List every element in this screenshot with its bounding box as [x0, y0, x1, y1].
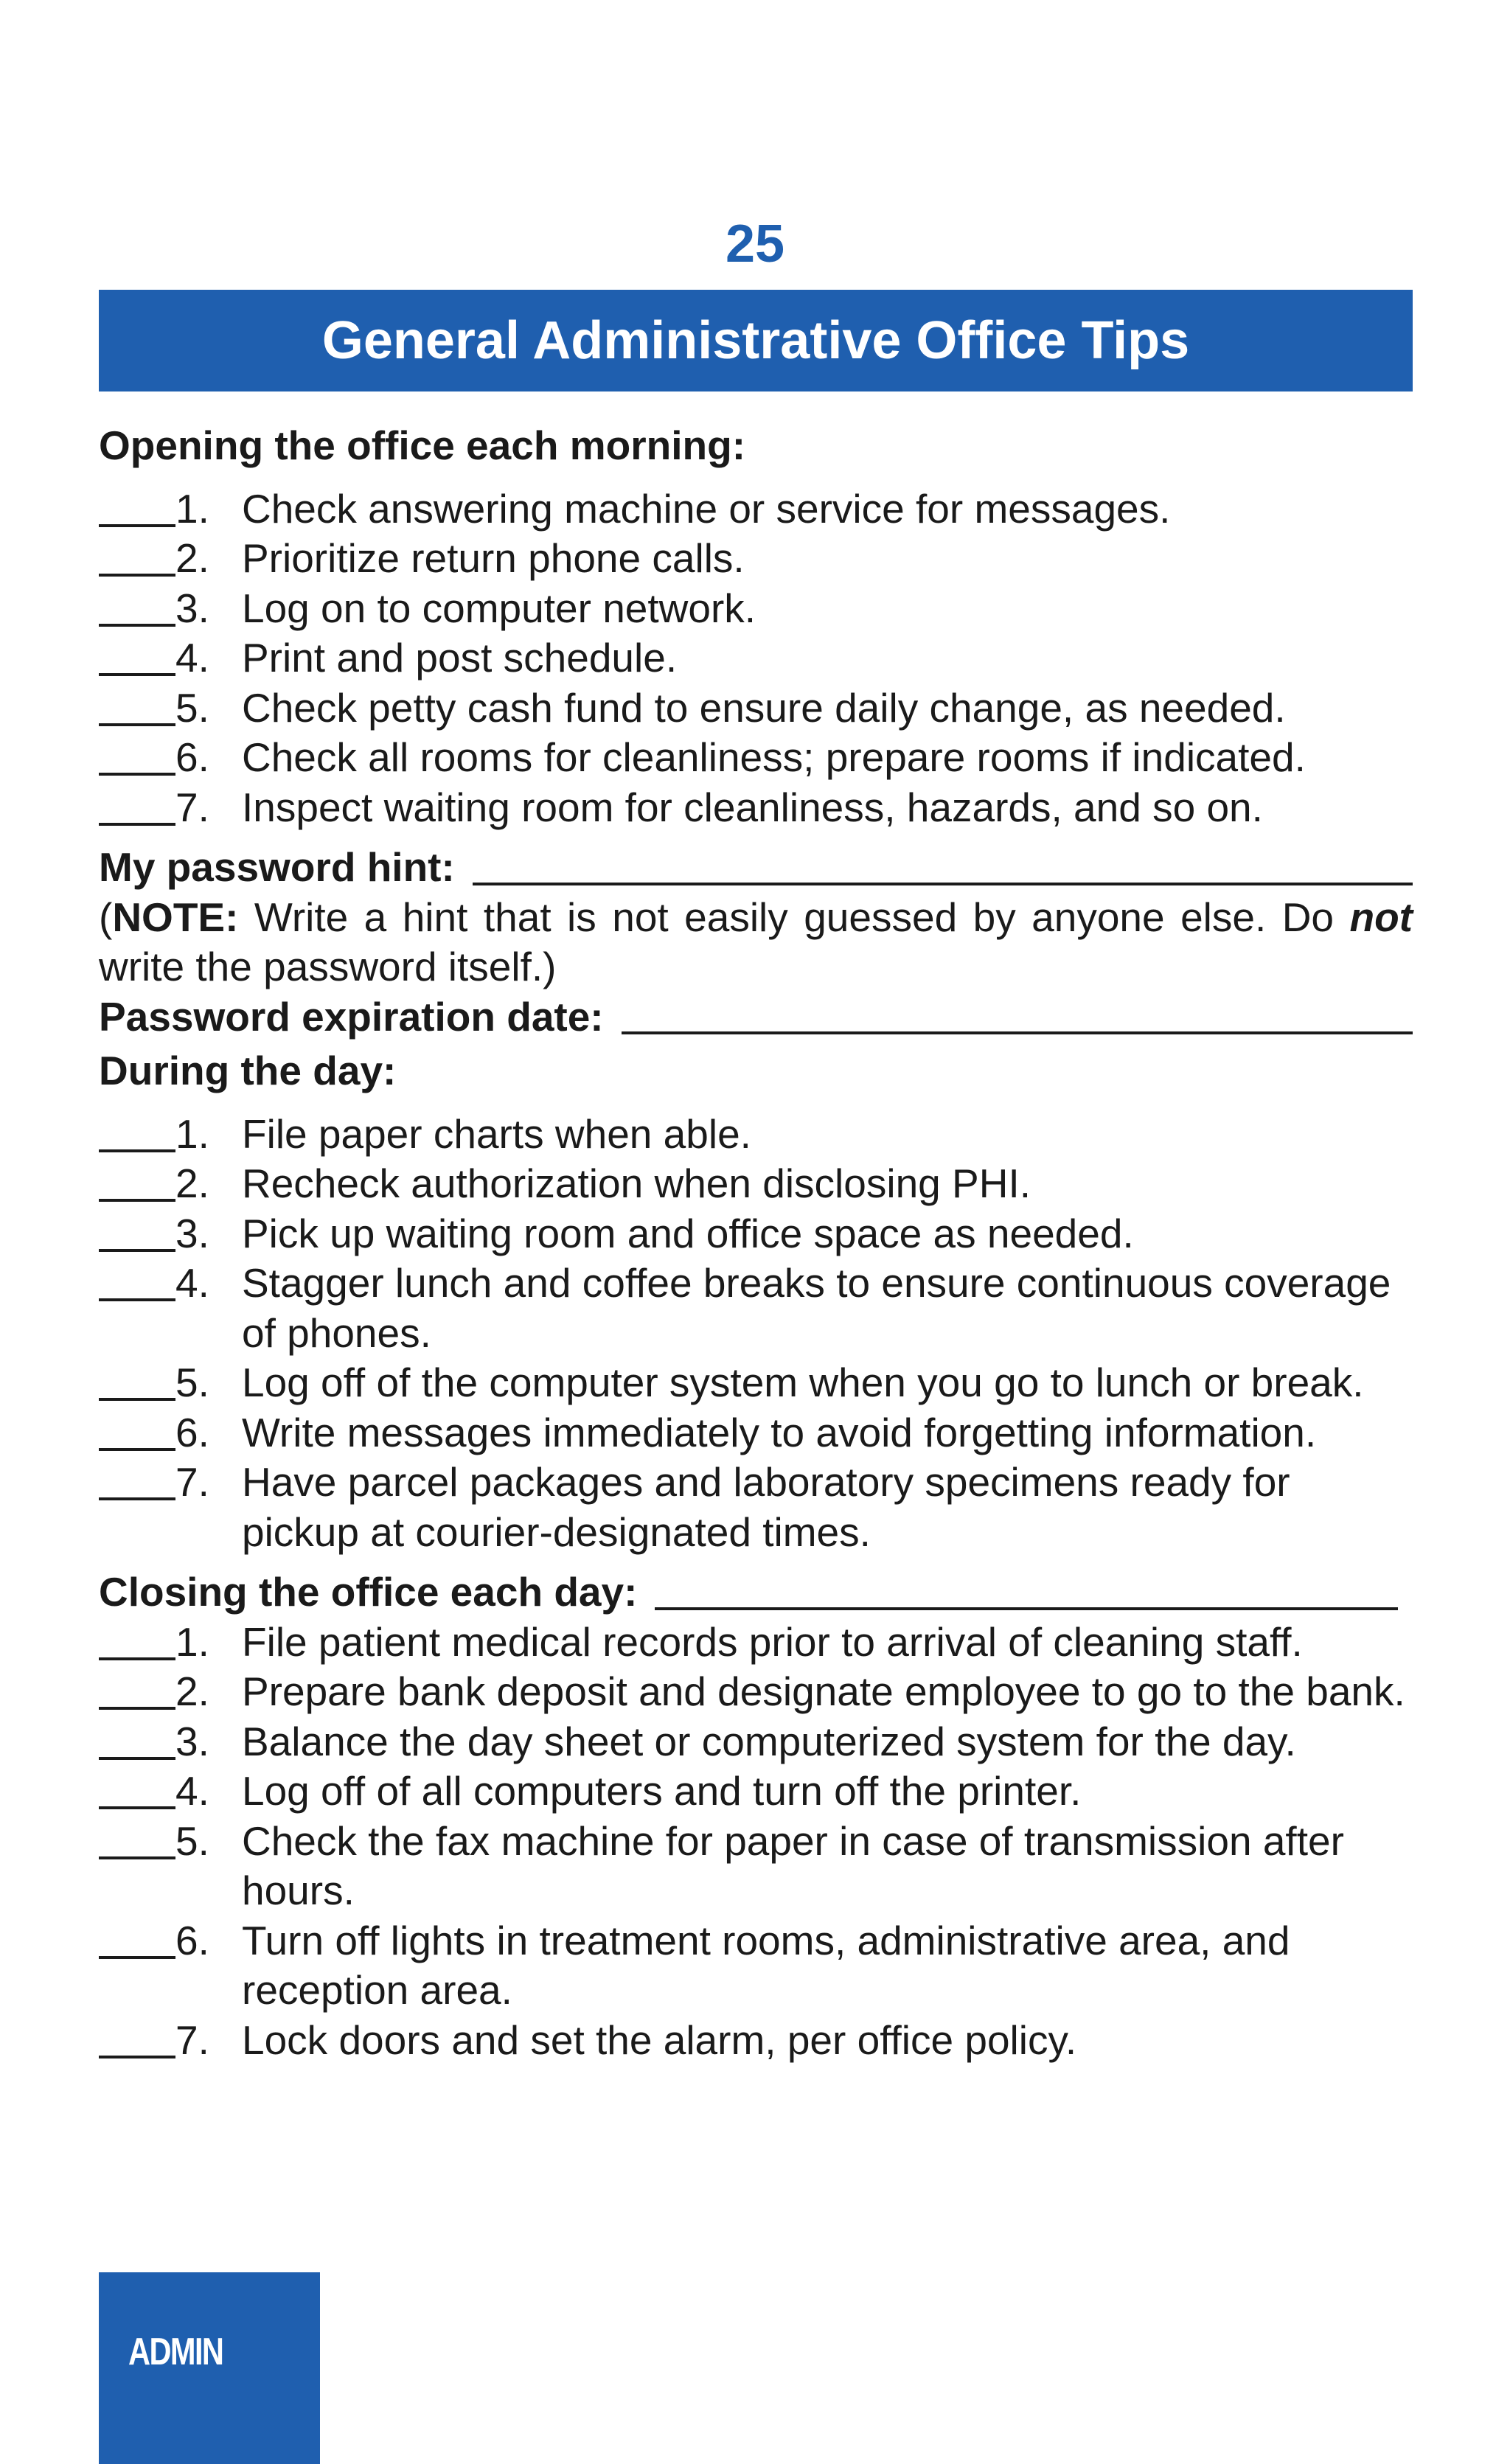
- item-text: Prioritize return phone calls.: [242, 535, 745, 581]
- checklist-item: [99, 584, 1413, 634]
- item-number: 5.: [175, 1360, 209, 1405]
- checklist-item: [99, 2016, 1413, 2066]
- item-text: Recheck authorization when disclosing PHI.: [242, 1160, 1031, 1206]
- checklist-item: [99, 1458, 1413, 1557]
- item-number: 7.: [175, 1459, 209, 1505]
- password-expiration-field[interactable]: [622, 996, 1413, 1034]
- item-number: 2.: [175, 535, 209, 581]
- item-text: Log on to computer network.: [242, 585, 756, 631]
- password-hint-label: My password hint:: [99, 844, 455, 890]
- opening-heading: Opening the office each morning:: [99, 422, 746, 468]
- closing-heading-row: [99, 1567, 1413, 1618]
- checkbox-blank[interactable]: [99, 538, 175, 577]
- item-number: 3.: [175, 1210, 209, 1256]
- section-tab-label: ADMIN: [128, 2331, 223, 2373]
- item-text: File patient medical records prior to arrival of cleaning staff.: [242, 1618, 1303, 1665]
- checklist-item: [99, 1618, 1413, 1668]
- password-expiration-label: Password expiration date:: [99, 993, 604, 1040]
- checkbox-blank[interactable]: [99, 688, 175, 726]
- item-number: 4.: [175, 1260, 209, 1306]
- checklist-item: [99, 1916, 1413, 2016]
- checkbox-blank[interactable]: [99, 1622, 175, 1660]
- note-text: Write a hint that is not easily guessed by anyone else. Do: [238, 894, 1350, 940]
- password-note: [99, 893, 1413, 992]
- item-text: Prepare bank deposit and designate employee to go to the bank.: [242, 1668, 1405, 1714]
- item-number: 2.: [175, 1668, 209, 1714]
- checklist-item: [99, 1767, 1413, 1817]
- section-tab: [99, 2272, 320, 2464]
- item-text: Turn off lights in treatment rooms, administrative area, and reception area.: [242, 1917, 1290, 2013]
- password-hint-row: [99, 843, 1413, 893]
- during-heading-text: During the day: [99, 1048, 383, 1093]
- checklist-item: [99, 633, 1413, 683]
- password-hint-field[interactable]: [473, 847, 1413, 885]
- item-number: 2.: [175, 1160, 209, 1206]
- checkbox-blank[interactable]: [99, 1413, 175, 1451]
- checklist-item: [99, 1159, 1413, 1209]
- item-number: 3.: [175, 585, 209, 631]
- checklist-item: [99, 683, 1413, 734]
- checklist-item: [99, 1259, 1413, 1358]
- note-emphasis: not: [1349, 894, 1413, 940]
- item-text: Inspect waiting room for cleanliness, hazards, and so on.: [242, 784, 1263, 830]
- during-checklist: [99, 1110, 1413, 1558]
- item-number: 5.: [175, 684, 209, 731]
- checklist-item: [99, 1817, 1413, 1916]
- page-number: 25: [725, 215, 785, 274]
- checkbox-blank[interactable]: [99, 2020, 175, 2058]
- closing-heading: Closing the office each day:: [99, 1569, 638, 1615]
- checklist-item: [99, 1358, 1413, 1408]
- checkbox-blank[interactable]: [99, 1214, 175, 1252]
- item-number: 1.: [175, 1110, 209, 1157]
- item-text: Have parcel packages and laboratory specimens ready for pickup at courier-designated times.: [242, 1459, 1290, 1555]
- checkbox-blank[interactable]: [99, 1921, 175, 1959]
- checkbox-blank[interactable]: [99, 1771, 175, 1809]
- checkbox-blank[interactable]: [99, 1722, 175, 1760]
- checkbox-blank[interactable]: [99, 737, 175, 776]
- item-text: Check answering machine or service for messages.: [242, 485, 1171, 532]
- item-text: Stagger lunch and coffee breaks to ensure continuous coverage of phones.: [242, 1260, 1391, 1356]
- password-expiration-row: [99, 992, 1413, 1043]
- item-number: 5.: [175, 1817, 209, 1864]
- item-number: 7.: [175, 2016, 209, 2063]
- checkbox-blank[interactable]: [99, 588, 175, 627]
- item-number: 4.: [175, 1768, 209, 1814]
- opening-checklist: [99, 484, 1413, 833]
- checkbox-blank[interactable]: [99, 787, 175, 826]
- item-text: Log off of all computers and turn off the printer.: [242, 1768, 1082, 1814]
- closing-heading-field[interactable]: [655, 1572, 1398, 1610]
- during-heading: During the day:: [99, 1048, 397, 1093]
- note-paren: (: [99, 894, 113, 940]
- note-text-end: write the password itself.): [99, 944, 557, 989]
- item-text: Pick up waiting room and office space as needed.: [242, 1210, 1134, 1256]
- item-number: 3.: [175, 1718, 209, 1764]
- checklist-item: [99, 1717, 1413, 1767]
- tips-content: [99, 417, 1413, 2075]
- item-text: Lock doors and set the alarm, per office policy.: [242, 2016, 1077, 2063]
- item-number: 1.: [175, 485, 209, 532]
- checkbox-blank[interactable]: [99, 1114, 175, 1152]
- checkbox-blank[interactable]: [99, 1362, 175, 1401]
- item-text: Check the fax machine for paper in case of transmission after hours.: [242, 1817, 1344, 1913]
- item-text: Print and post schedule.: [242, 635, 678, 681]
- item-number: 6.: [175, 734, 209, 780]
- item-text: Check petty cash fund to ensure daily change, as needed.: [242, 684, 1286, 731]
- checklist-item: [99, 1110, 1413, 1160]
- item-number: 7.: [175, 784, 209, 830]
- checkbox-blank[interactable]: [99, 1821, 175, 1859]
- checklist-item: [99, 1209, 1413, 1259]
- checkbox-blank[interactable]: [99, 1163, 175, 1202]
- closing-checklist: [99, 1618, 1413, 2066]
- checklist-item: [99, 1667, 1413, 1717]
- checkbox-blank[interactable]: [99, 1263, 175, 1301]
- item-number: 6.: [175, 1409, 209, 1455]
- checkbox-blank[interactable]: [99, 638, 175, 676]
- item-number: 4.: [175, 635, 209, 681]
- item-text: Write messages immediately to avoid forgetting information.: [242, 1409, 1317, 1455]
- note-label: NOTE:: [112, 894, 239, 940]
- item-number: 6.: [175, 1917, 209, 1963]
- checklist-item: [99, 733, 1413, 783]
- item-text: File paper charts when able.: [242, 1110, 751, 1157]
- item-text: Check all rooms for cleanliness; prepare rooms if indicated.: [242, 734, 1306, 780]
- checklist-item: [99, 534, 1413, 584]
- checkbox-blank[interactable]: [99, 1671, 175, 1710]
- checklist-item: [99, 783, 1413, 833]
- checklist-item: [99, 484, 1413, 535]
- checklist-item: [99, 1408, 1413, 1458]
- item-text: Log off of the computer system when you go to lunch or break.: [242, 1360, 1364, 1405]
- checkbox-blank[interactable]: [99, 1462, 175, 1500]
- checkbox-blank[interactable]: [99, 489, 175, 527]
- item-text: Balance the day sheet or computerized system for the day.: [242, 1718, 1296, 1764]
- item-number: 1.: [175, 1618, 209, 1665]
- opening-heading-text: Opening the office each morning: [99, 422, 732, 468]
- page-title: General Administrative Office Tips: [99, 290, 1413, 391]
